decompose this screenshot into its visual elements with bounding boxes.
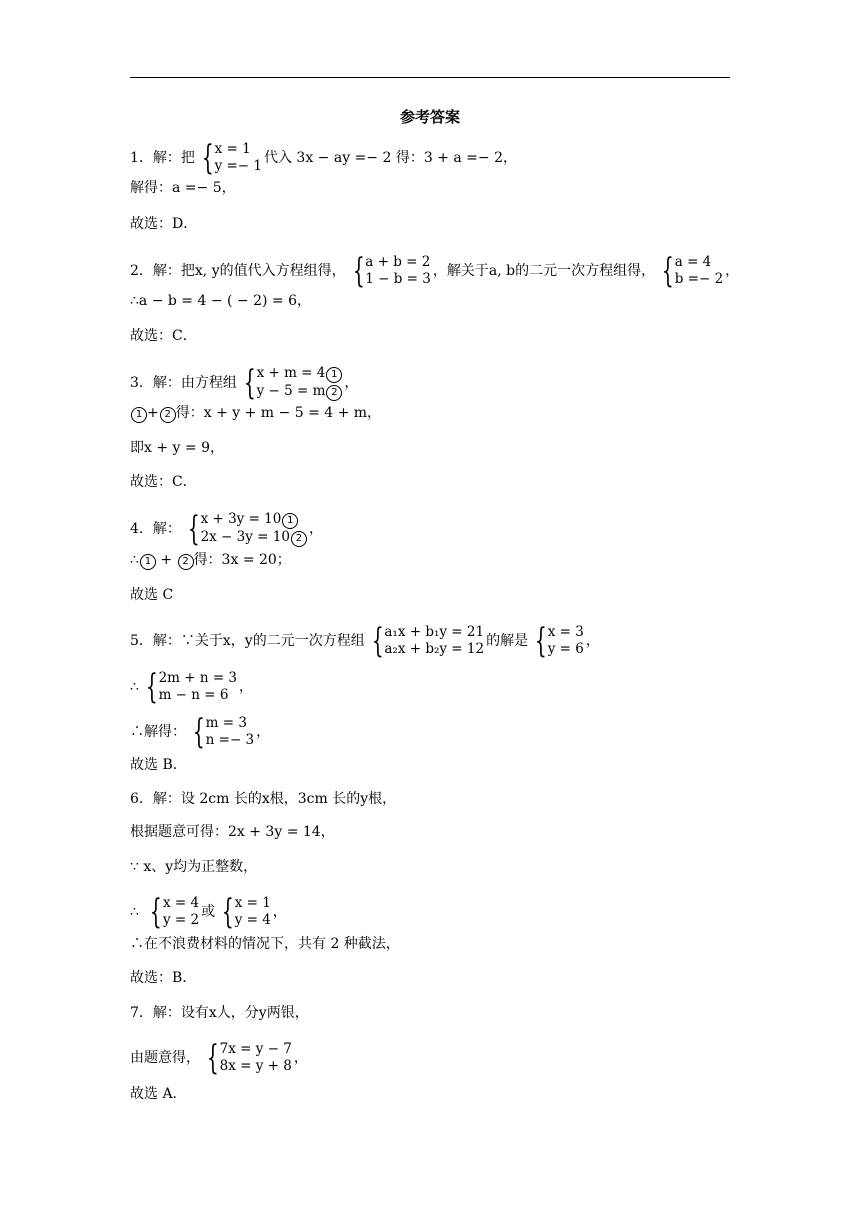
q2-eq2: 1 − b = 3 bbox=[365, 271, 431, 287]
q6-sol-b2: y = 4 bbox=[234, 912, 271, 928]
q6-line5: ∴在不浪费材料的情况下，共有 2 种截法， bbox=[130, 936, 400, 952]
q6-solution-b: { x = 1 y = 4 bbox=[221, 892, 271, 932]
q2-system: { a + b = 2 1 − b = 3 bbox=[352, 251, 431, 291]
circled-1: 1 bbox=[140, 554, 156, 570]
q5-text-b: 的解是 bbox=[486, 633, 529, 649]
q4-system: { x + 3y = 10 1 2x − 3y = 10 2 bbox=[183, 511, 307, 547]
q1-system: { x = 1 y =− 1 bbox=[201, 138, 262, 178]
q5-text-a: 5．解：∵关于x，y的二元一次方程组 bbox=[130, 633, 365, 649]
circled-2: 2 bbox=[291, 531, 307, 547]
q5-line2 bbox=[130, 667, 254, 707]
q2-eq1: a + b = 2 bbox=[365, 254, 431, 270]
q1-eq2: y =− 1 bbox=[214, 158, 262, 174]
q5-line1 bbox=[130, 621, 600, 661]
q6-line1: 6．解：设 2cm 长的x根，3cm 长的y根， bbox=[130, 791, 397, 807]
q3-sum: 得：x + y + m − 5 = 4 + m， bbox=[175, 405, 382, 421]
q4-eq2: 2x − 3y = 10 bbox=[200, 529, 290, 545]
q4-text-a: 4．解： bbox=[130, 521, 181, 537]
q6-comma: ， bbox=[272, 904, 287, 920]
q1-eq1: x = 1 bbox=[214, 141, 251, 157]
q3-eq2: y − 5 = m bbox=[256, 383, 326, 399]
q6-sol-b1: x = 1 bbox=[234, 895, 271, 911]
q3-plus: + bbox=[147, 405, 159, 421]
q3-text-b: ， bbox=[344, 375, 359, 391]
q4-line2 bbox=[130, 550, 291, 570]
q7-eq2: 8x = y + 8 bbox=[219, 1058, 292, 1074]
q4-line1 bbox=[130, 509, 323, 549]
q1-text-b: 代入 3x − ay =− 2 得：3 + a =− 2， bbox=[263, 150, 517, 166]
circled-1: 1 bbox=[282, 513, 298, 529]
q5-line4: 故选 B． bbox=[130, 757, 187, 773]
q7-line3: 故选 A． bbox=[130, 1086, 187, 1102]
q6-or: 或 bbox=[201, 904, 216, 920]
q6-solution-a: { x = 4 y = 2 bbox=[150, 892, 200, 932]
q6-line3: ∵ x、y均为正整数， bbox=[130, 859, 258, 875]
q1-line2: 解得：a =− 5， bbox=[130, 180, 236, 196]
q1-text-a: 1．解：把 bbox=[130, 150, 195, 166]
q5-mn-system: { 2m + n = 3 m − n = 6 bbox=[145, 667, 238, 707]
q5-therefore: ∴ bbox=[130, 679, 139, 695]
q2-line2: ∴a − b = 4 − ( − 2) = 6， bbox=[130, 293, 312, 309]
q5-system: { a₁x + b₁y = 21 a₂x + b₂y = 12 bbox=[371, 621, 485, 661]
q6-line2: 根据题意可得：2x + 3y = 14， bbox=[130, 824, 335, 840]
q5-sol1: x = 3 bbox=[547, 624, 584, 640]
q3-text-a: 3．解：由方程组 bbox=[130, 375, 237, 391]
q5-text-c: ， bbox=[585, 633, 600, 649]
circled-2: 2 bbox=[326, 385, 342, 401]
header-rule bbox=[130, 77, 730, 78]
q7-line1: 7．解：设有x人，分y两银， bbox=[130, 1005, 309, 1021]
q2-sol2: b =− 2 bbox=[674, 271, 724, 287]
q3-line3: 即x + y = 9， bbox=[130, 440, 224, 456]
page-title: 参考答案 bbox=[399, 108, 460, 126]
q7-line2 bbox=[130, 1038, 308, 1078]
q4-text-b: ， bbox=[308, 521, 323, 537]
q3-system: { x + m = 4 1 y − 5 = m 2 bbox=[239, 365, 342, 401]
q5-sol2: y = 6 bbox=[547, 641, 584, 657]
q7-comma: ， bbox=[293, 1050, 308, 1066]
q4-plus: + bbox=[155, 552, 177, 568]
q4-eq1: x + 3y = 10 bbox=[200, 511, 282, 527]
q4-line3: 故选 C bbox=[130, 587, 174, 603]
q5-eq1: a₁x + b₁y = 21 bbox=[384, 624, 485, 640]
q5-comma2: ， bbox=[256, 724, 271, 740]
circled-2: 2 bbox=[160, 407, 176, 423]
q7-eq1: 7x = y − 7 bbox=[219, 1041, 292, 1057]
q6-line6: 故选：B． bbox=[130, 970, 197, 986]
q4-therefore: ∴ bbox=[130, 552, 139, 568]
q5-line3 bbox=[130, 712, 271, 752]
q2-text-b: ，解关于a, b的二元一次方程组得， bbox=[432, 263, 656, 279]
q2-sol1: a = 4 bbox=[674, 254, 712, 270]
q1-line1 bbox=[130, 138, 517, 178]
q5-mn-sol1: m = 3 bbox=[205, 715, 247, 731]
q3-line2 bbox=[130, 403, 381, 423]
q5-solve-text: ∴解得： bbox=[130, 724, 186, 740]
circled-2: 2 bbox=[178, 554, 194, 570]
q1-line3: 故选：D． bbox=[130, 216, 198, 232]
q3-eq1: x + m = 4 bbox=[256, 365, 326, 381]
q2-line1 bbox=[130, 251, 740, 291]
q5-mn-eq2: m − n = 6 bbox=[158, 687, 229, 703]
q6-line4 bbox=[130, 892, 287, 932]
q5-mn-eq1: 2m + n = 3 bbox=[158, 670, 238, 686]
q6-sol-a1: x = 4 bbox=[163, 895, 200, 911]
q5-mn-sol2: n =− 3 bbox=[205, 732, 255, 748]
q3-line4: 故选：C． bbox=[130, 474, 197, 490]
q6-sol-a2: y = 2 bbox=[163, 912, 200, 928]
q2-text-c: ， bbox=[725, 263, 740, 279]
q2-text-a: 2．解：把x, y的值代入方程组得， bbox=[130, 263, 346, 279]
circled-1: 1 bbox=[326, 367, 342, 383]
q5-comma: ， bbox=[239, 679, 254, 695]
q5-mn-solution: { m = 3 n =− 3 bbox=[192, 712, 255, 752]
q6-therefore: ∴ bbox=[130, 904, 144, 920]
q3-line1 bbox=[130, 363, 359, 403]
q5-eq2: a₂x + b₂y = 12 bbox=[384, 641, 485, 657]
q2-solution: { a = 4 b =− 2 bbox=[661, 251, 724, 291]
q7-system: { 7x = y − 7 8x = y + 8 bbox=[206, 1038, 292, 1078]
q4-result: 得：3x = 20； bbox=[193, 552, 291, 568]
circled-1: 1 bbox=[131, 407, 147, 423]
q2-line3: 故选：C． bbox=[130, 328, 197, 344]
q7-text-a: 由题意得， bbox=[130, 1050, 200, 1066]
q5-solution: { x = 3 y = 6 bbox=[534, 621, 584, 661]
